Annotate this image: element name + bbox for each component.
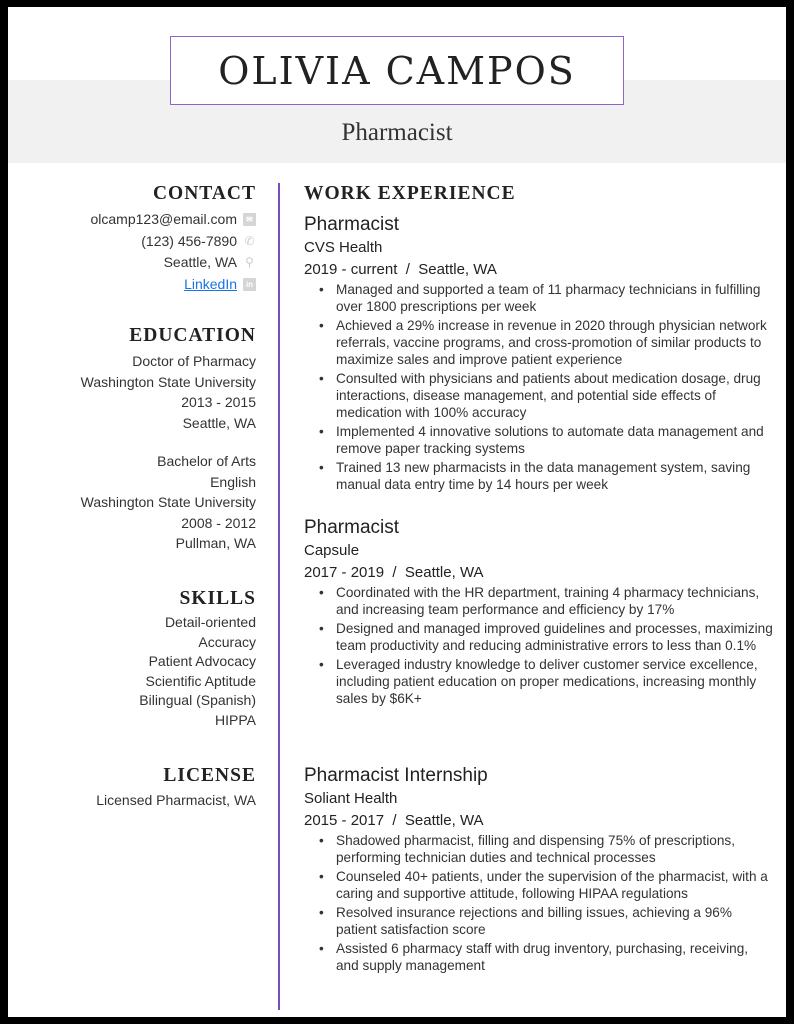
degree: Bachelor of Arts xyxy=(157,453,256,469)
bullet: • Counseled 40+ patients, under the supervision of the pharmacist, with a caring and supportive attitude, following HIPAA regulations xyxy=(314,868,774,902)
bullet: • Consulted with physicians and patients about medication dosage, drug interactions, disease management, and potential side effects of medication with 100% accuracy xyxy=(314,370,774,421)
section-heading: EDUCATION xyxy=(129,325,256,346)
location: Seattle, WA xyxy=(163,254,237,270)
linkedin-icon: in xyxy=(243,278,256,291)
bullet: • Achieved a 29% increase in revenue in 2020 through physician network referrals, vaccine programs, and cross-promotion of similar products to maximize sales and improve patient experience xyxy=(314,317,774,368)
bullet: • Trained 13 new pharmacists in the data management system, saving manual data entry time by 14 hours per week xyxy=(314,459,774,493)
resume-page xyxy=(8,7,786,1017)
name-box xyxy=(170,36,624,105)
job-title: Pharmacist Internship xyxy=(304,765,488,786)
column-divider xyxy=(278,183,280,1010)
job-title: Pharmacist xyxy=(304,214,400,235)
job-entry xyxy=(304,213,774,495)
skills-section xyxy=(28,588,256,731)
section-heading: WORK EXPERIENCE xyxy=(304,183,516,204)
skill: Accuracy xyxy=(198,633,256,650)
bullet: • Coordinated with the HR department, training 4 pharmacy technicians, and increasing team performance and efficiency by 17% xyxy=(314,584,774,618)
years: 2008 - 2012 xyxy=(181,514,256,531)
skill: HIPPA xyxy=(215,711,256,728)
degree: Doctor of Pharmacy xyxy=(132,353,256,369)
major: English xyxy=(210,473,256,490)
bullet: • Implemented 4 innovative solutions to automate data management and remove paper tracking systems xyxy=(314,423,774,457)
dates-location: 2017 - 2019 / Seattle, WA xyxy=(304,564,484,581)
job-entry xyxy=(304,516,774,709)
company: Capsule xyxy=(304,542,360,559)
section-heading: LICENSE xyxy=(163,765,256,786)
job-title: Pharmacist xyxy=(341,119,453,146)
education-section xyxy=(28,325,256,554)
location: Seattle, WA xyxy=(182,414,256,431)
linkedin-link[interactable]: LinkedIn xyxy=(184,275,237,292)
envelope-icon: ✉ xyxy=(243,213,256,226)
contact-section xyxy=(28,183,256,295)
skill: Scientific Aptitude xyxy=(145,672,256,689)
skill: Detail-oriented xyxy=(164,614,256,630)
phone-icon: ✆ xyxy=(244,233,255,248)
phone: (123) 456-7890 xyxy=(141,232,237,249)
bullet: • Designed and managed improved guidelines and processes, maximizing team productivity and reducing administrative errors to less than 0.1% xyxy=(314,620,774,654)
section-heading: SKILLS xyxy=(179,588,256,609)
candidate-name: OLIVIA CAMPOS xyxy=(218,48,576,93)
bullet: • Shadowed pharmacist, filling and dispensing 75% of prescriptions, performing technician duties and technical processes xyxy=(314,832,774,866)
school: Washington State University xyxy=(80,373,256,390)
company: Soliant Health xyxy=(304,790,398,807)
skill: Bilingual (Spanish) xyxy=(139,692,256,709)
license-section xyxy=(28,765,256,811)
map-pin-icon: ⚲ xyxy=(245,255,254,270)
license-item: Licensed Pharmacist, WA xyxy=(96,792,256,808)
bullet: • Resolved insurance rejections and billing issues, achieving a 96% patient satisfaction score xyxy=(314,904,774,938)
skill: Patient Advocacy xyxy=(148,653,256,670)
dates-location: 2015 - 2017 / Seattle, WA xyxy=(304,812,484,829)
years: 2013 - 2015 xyxy=(181,394,256,410)
job-entry xyxy=(304,764,774,976)
section-heading: CONTACT xyxy=(152,183,256,204)
bullet: • Assisted 6 pharmacy staff with drug inventory, purchasing, receiving, and supply management xyxy=(314,940,774,974)
job-title: Pharmacist xyxy=(304,517,400,538)
location: Pullman, WA xyxy=(175,535,256,551)
bullet: • Leveraged industry knowledge to deliver customer service excellence, including patient education on proper medications, increasing monthly sales by $6K+ xyxy=(314,656,774,707)
dates-location: 2019 - current / Seattle, WA xyxy=(304,261,497,278)
email: olcamp123@email.com xyxy=(90,211,237,227)
bullet: • Managed and supported a team of 11 pharmacy technicians in fulfilling over 1800 prescriptions per week xyxy=(314,281,774,315)
company: CVS Health xyxy=(304,239,383,256)
school: Washington State University xyxy=(80,494,256,510)
